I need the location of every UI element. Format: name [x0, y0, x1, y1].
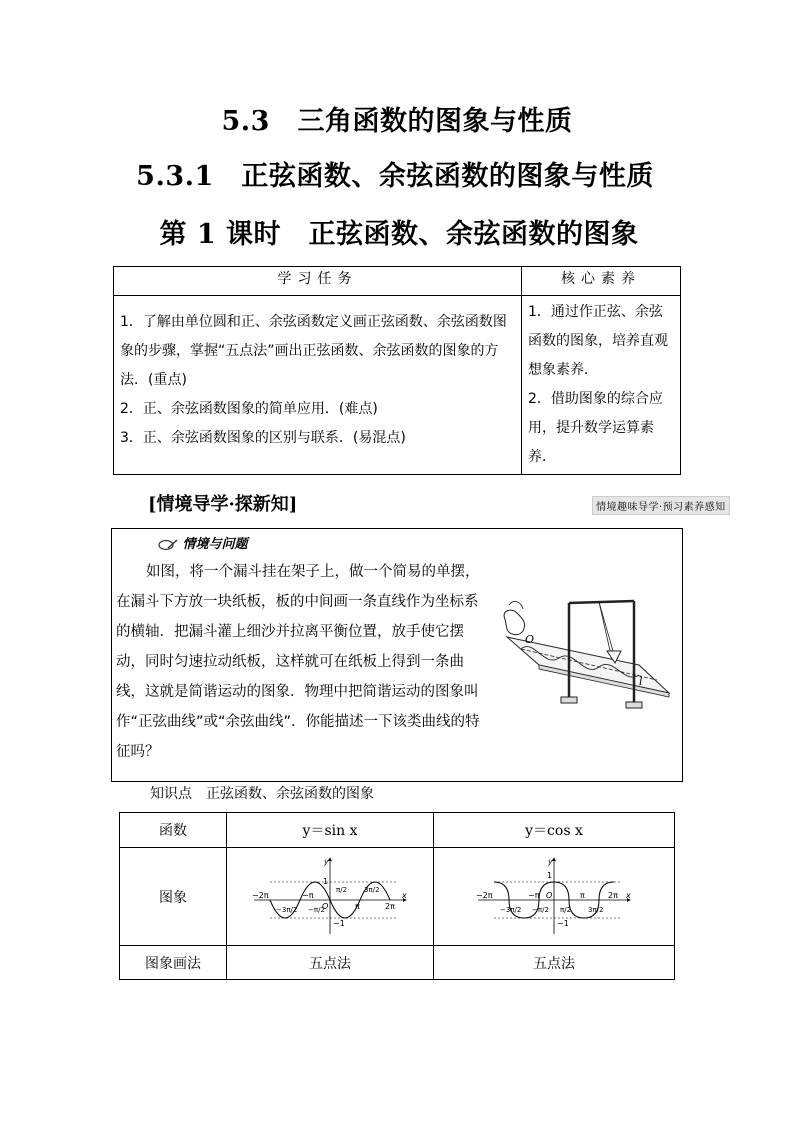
cos-one-label: 1	[547, 870, 553, 880]
task-item: 2．正、余弦函数图象的简单应用．(难点)	[120, 401, 378, 417]
sin-pi-over-2: π/2	[336, 885, 348, 894]
sin-neg-three-pi-over-2: −3π/2	[276, 905, 298, 914]
learning-tasks-table	[113, 266, 681, 475]
cos-neg-two-pi: −2π	[476, 890, 493, 900]
cos-two-pi: 2π	[608, 890, 618, 900]
sin-neg-one-label: −1	[333, 918, 345, 928]
sin-three-pi-over-2: 3π/2	[364, 885, 380, 894]
pencil-cloud-icon	[158, 538, 178, 551]
cos-pi: π	[580, 890, 585, 900]
sin-one-label: 1	[323, 876, 329, 886]
method-row-label: 图象画法	[120, 946, 227, 980]
literacy-item: 2．借助图象的综合应用，提升数学运算素养．	[528, 391, 663, 465]
figure-origin-label: O	[525, 633, 535, 646]
cos-three-pi-over-2: 3π/2	[588, 905, 604, 914]
pendulum-figure	[499, 583, 674, 723]
cos-pi-over-2: π/2	[560, 905, 572, 914]
cos-method: 五点法	[434, 946, 675, 980]
section-title: 5.3 三角函数的图象与性质	[221, 106, 573, 137]
cos-origin-label: O	[546, 890, 553, 900]
scenario-text: 如图，将一个漏斗挂在架子上，做一个简易的单摆，在漏斗下方放一块纸板，板的中间画一条直线作为坐标系的横轴．把漏斗灌上细沙并拉离平衡位置，放手使它摆动，同时匀速拉动纸板，这样就可在纸板上得到一条曲线，这就是简谐运动的图象．物理中把简谐运动的图象叫作“正弦曲线”或“余弦曲线”．你能描述一下该类曲线的特征吗？	[116, 564, 480, 760]
cos-neg-pi: −π	[528, 890, 540, 900]
sin-method: 五点法	[227, 946, 434, 980]
sin-neg-pi: −π	[302, 890, 314, 900]
cos-neg-one-label: −1	[557, 918, 569, 928]
cos-x-label: x	[626, 890, 631, 900]
sin-two-pi: 2π	[385, 901, 395, 911]
function-graph-table	[119, 812, 675, 980]
sin-y-label: y	[324, 856, 329, 866]
sin-origin-label: O	[322, 901, 329, 911]
sin-graph	[250, 856, 410, 938]
cos-y-label: y	[548, 856, 553, 866]
core-literacy-header: 核心素养	[522, 267, 681, 296]
lesson-title: 第 1 课时 正弦函数、余弦函数的图象	[159, 219, 639, 250]
scenario-box	[111, 528, 683, 782]
section-tag: 情境趣味导学·预习素养感知	[592, 496, 730, 515]
cos-neg-pi-over-2: −π/2	[532, 905, 549, 914]
sin-neg-two-pi: −2π	[252, 890, 269, 900]
sin-x-label: x	[402, 890, 407, 900]
section-heading: [情境导学·探新知]	[148, 494, 298, 515]
subsection-title: 5.3.1 正弦函数、余弦函数的图象与性质	[136, 161, 654, 192]
core-literacy-cell	[522, 296, 681, 475]
tasks-cell	[114, 296, 522, 475]
scenario-label-text: 情境与问题	[182, 537, 248, 552]
literacy-item: 1．通过作正弦、余弦函数的图象，培养直观想象素养．	[528, 304, 668, 378]
sin-pi: π	[355, 901, 360, 911]
cos-graph	[474, 856, 634, 938]
graph-row-label: 图象	[120, 848, 227, 946]
scenario-label	[158, 533, 248, 552]
sin-header: y＝sin x	[227, 813, 434, 848]
cos-neg-three-pi-over-2: −3π/2	[500, 905, 522, 914]
sin-neg-pi-over-2: −π/2	[308, 905, 325, 914]
function-header: 函数	[120, 813, 227, 848]
cos-header: y＝cos x	[434, 813, 675, 848]
task-item: 3．正、余弦函数图象的区别与联系．(易混点)	[120, 430, 406, 446]
knowledge-point: 知识点 正弦函数、余弦函数的图象	[150, 786, 374, 802]
sin-graph-cell	[227, 848, 434, 946]
task-item: 1．了解由单位圆和正、余弦函数定义画正弦函数、余弦函数图象的步骤，掌握“五点法”画出正弦函数、余弦函数的图象的方法．(重点)	[120, 314, 507, 388]
cos-graph-cell	[434, 848, 675, 946]
figure-line-label: l	[639, 675, 643, 688]
tasks-header: 学习任务	[114, 267, 522, 296]
